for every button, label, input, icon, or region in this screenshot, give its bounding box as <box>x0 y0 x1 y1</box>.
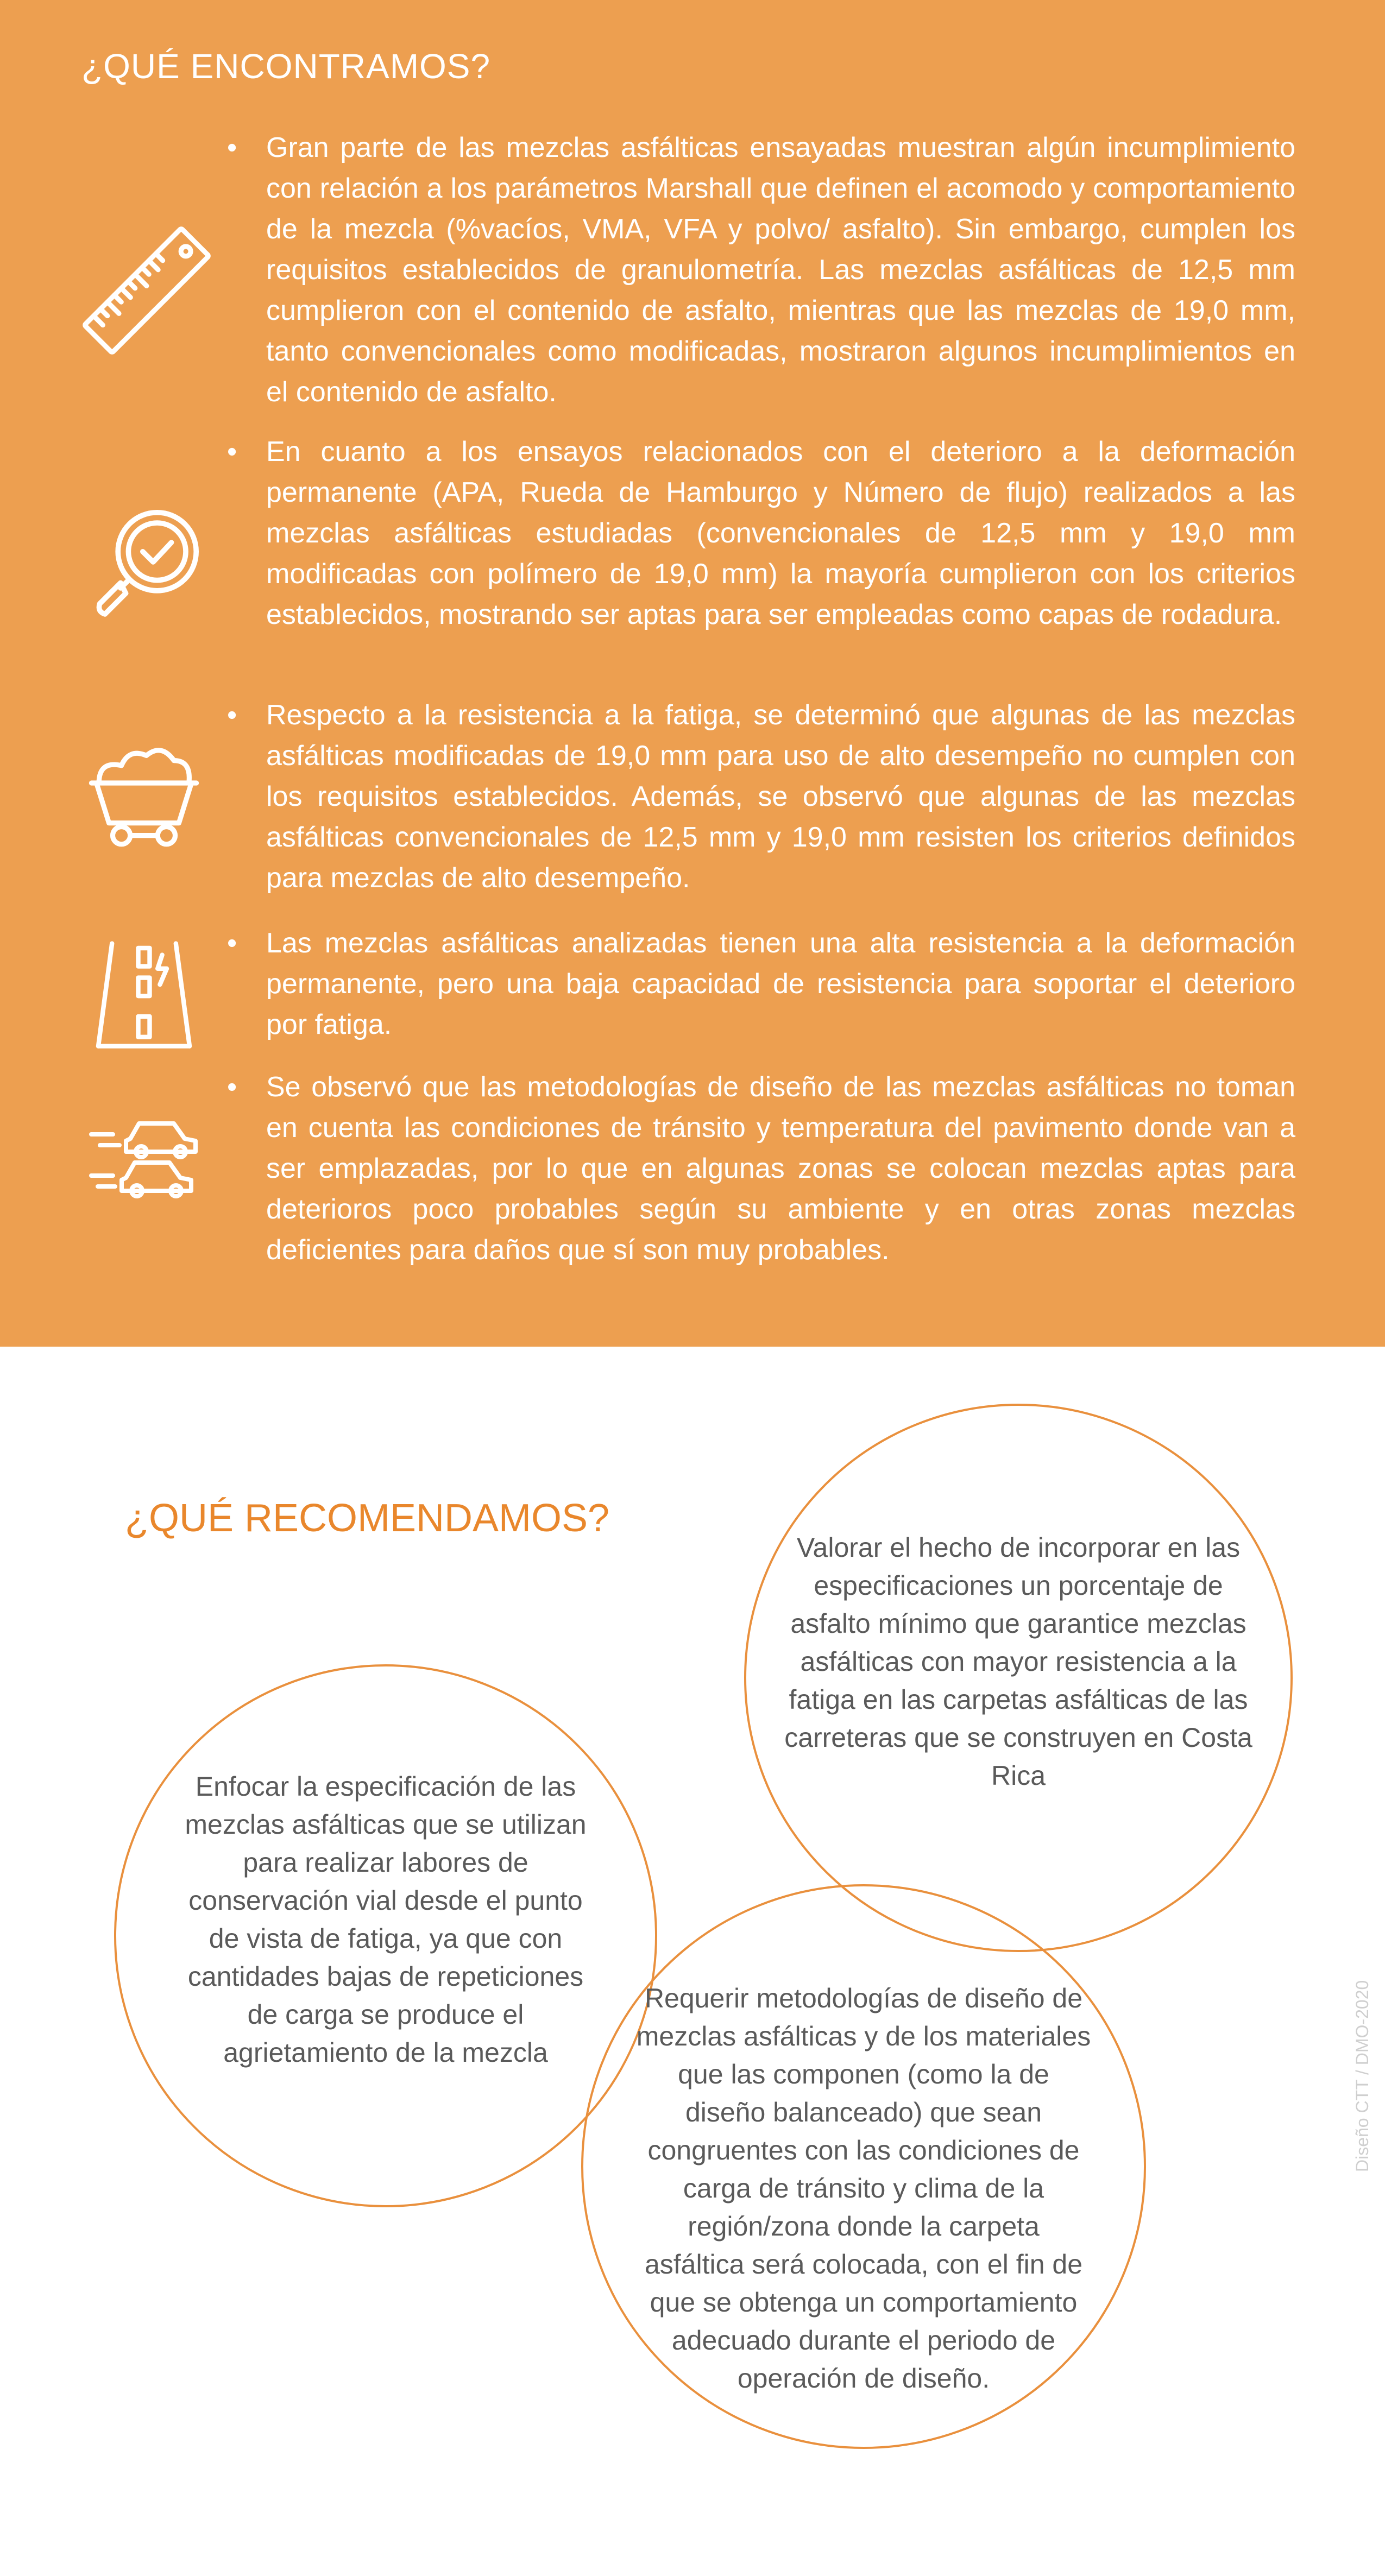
recommendation-text: Valorar el hecho de incorporar en las especificaciones un porcentaje de asfalto mínimo que garantice mezclas asfálticas con mayor resistencia a la fatiga en las carpetas asfálticas de las carreteras que se construyen en Costa Rica <box>784 1532 1252 1791</box>
road-crack-icon <box>87 937 201 1051</box>
bullet: • <box>227 927 237 959</box>
finding-text: En cuanto a los ensayos relacionados con el deterioro a la deformación permanente (APA, Rueda de Hamburgo y Número de flujo) realizados a las mezclas asfálticas estudiadas (convencionales de 12,5 mm y 19,0 mm modificadas con polímero de 19,0 mm) la mayoría cumplieron con los criterios establecidos, mostrando ser aptas para ser empleadas como capas de rodadura. <box>266 436 1295 630</box>
recommendation-text: Enfocar la especificación de las mezclas asfálticas que se utilizan para realizar labores de conservación vial desde el punto de vista de fatiga, ya que con cantidades bajas de repeticiones de carga se produce el agrietamiento de la mezcla <box>185 1771 587 2068</box>
bullet: • <box>227 132 237 163</box>
bullet: • <box>227 699 237 731</box>
traffic-cars-icon <box>87 1100 217 1208</box>
findings-title: ¿QUÉ ENCONTRAMOS? <box>81 47 491 86</box>
finding-text: Respecto a la resistencia a la fatiga, se determinó que algunas de las mezclas asfálticas modificadas de 19,0 mm para uso de alto desempeño no cumplen con los requisitos establecidos. Además, se observó que algunas de las mezclas asfálticas convencionales de 12,5 mm y 19,0 mm resisten los criterios definidos para mezclas de alto desempeño. <box>266 699 1295 894</box>
recommendations-title: ¿QUÉ RECOMENDAMOS? <box>125 1497 610 1540</box>
ruler-icon <box>65 209 228 372</box>
finding-text: Se observó que las metodologías de diseño de las mezclas asfálticas no toman en cuenta las condiciones de tránsito y temperatura del pavimento donde van a ser emplazadas, por lo que en algunas zonas se colocan mezclas aptas para deterioros poco probables según su ambiente y en otras zonas mezclas deficientes para daños que sí son muy probables. <box>266 1071 1295 1266</box>
recommendation-text: Requerir metodologías de diseño de mezclas asfálticas y de los materiales que las componen (como la de diseño balanceado) que sean congruentes con las condiciones de carga de tránsito y clima de la región/zona donde la carpeta asfáltica será colocada, con el fin de que se obtenga un comportamiento adecuado durante el periodo de operación de diseño. <box>636 1983 1091 2394</box>
mine-cart-icon <box>81 733 206 858</box>
bullet: • <box>227 436 237 468</box>
bullet: • <box>227 1071 237 1103</box>
magnifier-check-icon <box>81 497 212 627</box>
finding-text: Gran parte de las mezclas asfálticas ensayadas muestran algún incumplimiento con relación a los parámetros Marshall que definen el acomodo y comportamiento de la mezcla (%vacíos, VMA, VFA y polvo/ asfalto). Sin embargo, cumplen los requisitos establecidos de granulometría. Las mezclas asfálticas de 12,5 mm cumplieron con el contenido de asfalto, mientras que las mezclas de 19,0 mm, tanto convencionales como modificadas, mostraron algunos incumplimientos en el contenido de asfalto. <box>266 132 1295 408</box>
finding-text: Las mezclas asfálticas analizadas tienen una alta resistencia a la deformación permanente, pero una baja capacidad de resistencia para soportar el deterioro por fatiga. <box>266 927 1295 1040</box>
design-credit: Diseño CTT / DMO-2020 <box>1352 1980 1372 2172</box>
